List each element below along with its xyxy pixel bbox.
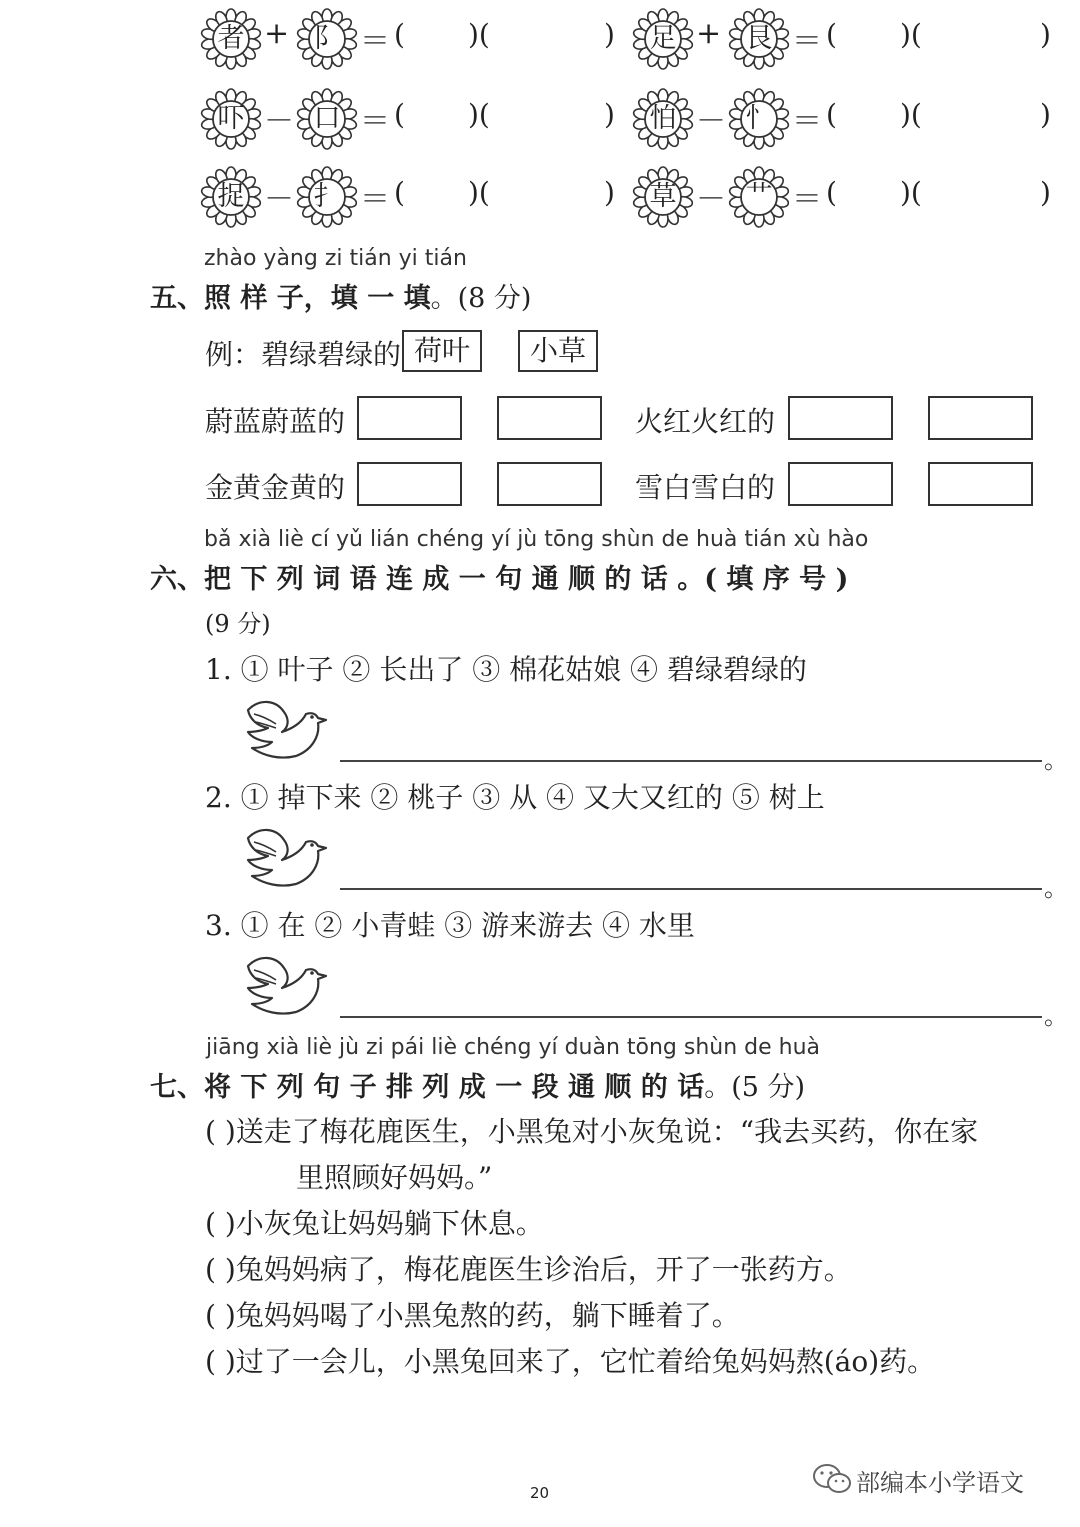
equals-sign: ＝ bbox=[360, 182, 390, 217]
item-2-right-label: 雪白雪白的 bbox=[635, 471, 776, 504]
blank-paren-open[interactable]: ( bbox=[826, 98, 837, 131]
order-blank[interactable]: ( ) bbox=[205, 1253, 236, 1286]
equals-sign: ＝ bbox=[360, 24, 390, 59]
example-word-1: 荷叶 bbox=[402, 330, 482, 372]
period-mark: 。 bbox=[1044, 746, 1068, 774]
answer-box[interactable] bbox=[497, 462, 602, 506]
order-blank[interactable]: ( ) bbox=[205, 1115, 236, 1148]
order-sentence: 兔妈妈喝了小黑兔熬的药，躺下睡着了。 bbox=[235, 1299, 740, 1332]
flower-icon bbox=[296, 88, 358, 150]
section6-pinyin: bǎ xià liè cí yǔ lián chéng yí jù tōng shùn de huà tián xù hào bbox=[204, 527, 869, 552]
flower-icon bbox=[728, 88, 790, 150]
flower-character: 忄 bbox=[745, 103, 773, 134]
flower-character: 阝 bbox=[313, 23, 341, 54]
flower-character: 吓 bbox=[217, 103, 245, 134]
blank-paren-close[interactable]: ) bbox=[604, 176, 615, 209]
flower-icon bbox=[296, 8, 358, 70]
dove-icon bbox=[242, 820, 330, 894]
blank-paren-middle[interactable]: )( bbox=[900, 176, 922, 209]
order-row-1 bbox=[205, 1110, 978, 1150]
section7-title bbox=[150, 1065, 805, 1104]
operator-sign: － bbox=[264, 104, 294, 139]
answer-line[interactable] bbox=[340, 1016, 1042, 1018]
answer-line[interactable] bbox=[340, 760, 1042, 762]
question-3: 3. ① 在 ② 小青蛙 ③ 游来游去 ④ 水里 bbox=[205, 909, 695, 942]
blank-paren-open[interactable]: ( bbox=[826, 18, 837, 51]
example-word-2: 小草 bbox=[518, 330, 598, 372]
blank-paren-open[interactable]: ( bbox=[394, 18, 405, 51]
flower-icon bbox=[632, 8, 694, 70]
question-1: 1. ① 叶子 ② 长出了 ③ 棉花姑娘 ④ 碧绿碧绿的 bbox=[205, 653, 807, 686]
flower-character: 怕 bbox=[649, 103, 677, 134]
blank-paren-open[interactable]: ( bbox=[394, 98, 405, 131]
flower-icon bbox=[296, 166, 358, 228]
section7-score: 。(5 分) bbox=[704, 1072, 806, 1103]
equals-sign: ＝ bbox=[360, 104, 390, 139]
dove-icon bbox=[242, 692, 330, 766]
flower-character: 艮 bbox=[745, 23, 773, 54]
order-row-3 bbox=[205, 1248, 852, 1288]
section5-title-text: 五、照 样 子，填 一 填 bbox=[150, 283, 431, 314]
blank-paren-close[interactable]: ) bbox=[604, 98, 615, 131]
blank-paren-middle[interactable]: )( bbox=[468, 98, 490, 131]
page-number: 20 bbox=[530, 1484, 550, 1502]
section7-pinyin: jiāng xià liè jù zi pái liè chéng yí duàn tōng shùn de huà bbox=[206, 1035, 821, 1060]
order-row-1-continuation: 里照顾好妈妈。” bbox=[296, 1161, 493, 1194]
order-blank[interactable]: ( ) bbox=[205, 1207, 236, 1240]
flower-character: 艹 bbox=[745, 181, 773, 212]
example-label: 例：碧绿碧绿的 bbox=[205, 338, 402, 371]
operator-sign: － bbox=[264, 182, 294, 217]
flower-character: 捉 bbox=[217, 181, 245, 212]
order-sentence: 送走了梅花鹿医生，小黑兔对小灰兔说：“我去买药，你在家 bbox=[235, 1115, 979, 1148]
order-row-4 bbox=[205, 1294, 740, 1334]
flower-icon bbox=[728, 166, 790, 228]
order-sentence: 过了一会儿，小黑兔回来了，它忙着给兔妈妈熬(áo)药。 bbox=[235, 1345, 936, 1378]
wechat-icon bbox=[812, 1462, 852, 1500]
answer-line[interactable] bbox=[340, 888, 1042, 890]
flower-character: 草 bbox=[649, 181, 677, 212]
dove-icon bbox=[242, 948, 330, 1022]
order-blank[interactable]: ( ) bbox=[205, 1345, 236, 1378]
flower-icon bbox=[200, 8, 262, 70]
section5-title bbox=[150, 276, 531, 315]
section5-score: 。(8 分) bbox=[430, 283, 532, 314]
operator-sign: + bbox=[264, 16, 290, 51]
order-row-2 bbox=[205, 1202, 544, 1242]
flower-character: 者 bbox=[217, 23, 245, 54]
watermark: 部编本小学语文 bbox=[856, 1469, 1024, 1497]
order-sentence: 兔妈妈病了，梅花鹿医生诊治后，开了一张药方。 bbox=[235, 1253, 852, 1286]
blank-paren-middle[interactable]: )( bbox=[900, 18, 922, 51]
item-1-right-label: 火红火红的 bbox=[635, 405, 776, 438]
section6-title: 六、把 下 列 词 语 连 成 一 句 通 顺 的 话 。( 填 序 号 ) bbox=[150, 564, 849, 595]
flower-icon bbox=[200, 166, 262, 228]
blank-paren-middle[interactable]: )( bbox=[468, 18, 490, 51]
answer-box[interactable] bbox=[357, 462, 462, 506]
answer-box[interactable] bbox=[928, 396, 1033, 440]
answer-box[interactable] bbox=[788, 396, 893, 440]
question-2: 2. ① 掉下来 ② 桃子 ③ 从 ④ 又大又红的 ⑤ 树上 bbox=[205, 781, 825, 814]
answer-box[interactable] bbox=[788, 462, 893, 506]
item-1-left-label: 蔚蓝蔚蓝的 bbox=[205, 405, 346, 438]
blank-paren-close[interactable]: ) bbox=[1040, 176, 1051, 209]
period-mark: 。 bbox=[1044, 1002, 1068, 1030]
blank-paren-open[interactable]: ( bbox=[826, 176, 837, 209]
order-row-5 bbox=[205, 1340, 935, 1380]
blank-paren-close[interactable]: ) bbox=[1040, 18, 1051, 51]
flower-icon bbox=[728, 8, 790, 70]
section6-score: (9 分) bbox=[205, 610, 271, 638]
flower-character: 足 bbox=[649, 23, 677, 54]
answer-box[interactable] bbox=[357, 396, 462, 440]
answer-box[interactable] bbox=[928, 462, 1033, 506]
operator-sign: + bbox=[696, 16, 722, 51]
operator-sign: － bbox=[696, 182, 726, 217]
section7-title-text: 七、将 下 列 句 子 排 列 成 一 段 通 顺 的 话 bbox=[150, 1072, 705, 1103]
blank-paren-close[interactable]: ) bbox=[1040, 98, 1051, 131]
flower-icon bbox=[632, 166, 694, 228]
order-sentence: 小灰兔让妈妈躺下休息。 bbox=[235, 1207, 544, 1240]
blank-paren-middle[interactable]: )( bbox=[900, 98, 922, 131]
operator-sign: － bbox=[696, 104, 726, 139]
flower-character: 扌 bbox=[313, 181, 341, 212]
flower-icon bbox=[200, 88, 262, 150]
answer-box[interactable] bbox=[497, 396, 602, 440]
equals-sign: ＝ bbox=[792, 24, 822, 59]
equals-sign: ＝ bbox=[792, 104, 822, 139]
equals-sign: ＝ bbox=[792, 182, 822, 217]
blank-paren-close[interactable]: ) bbox=[604, 18, 615, 51]
flower-icon bbox=[632, 88, 694, 150]
section5-pinyin: zhào yàng zi tián yi tián bbox=[204, 246, 467, 271]
item-2-left-label: 金黄金黄的 bbox=[205, 471, 346, 504]
blank-paren-middle[interactable]: )( bbox=[468, 176, 490, 209]
period-mark: 。 bbox=[1044, 874, 1068, 902]
flower-character: 口 bbox=[313, 103, 341, 134]
blank-paren-open[interactable]: ( bbox=[394, 176, 405, 209]
order-blank[interactable]: ( ) bbox=[205, 1299, 236, 1332]
